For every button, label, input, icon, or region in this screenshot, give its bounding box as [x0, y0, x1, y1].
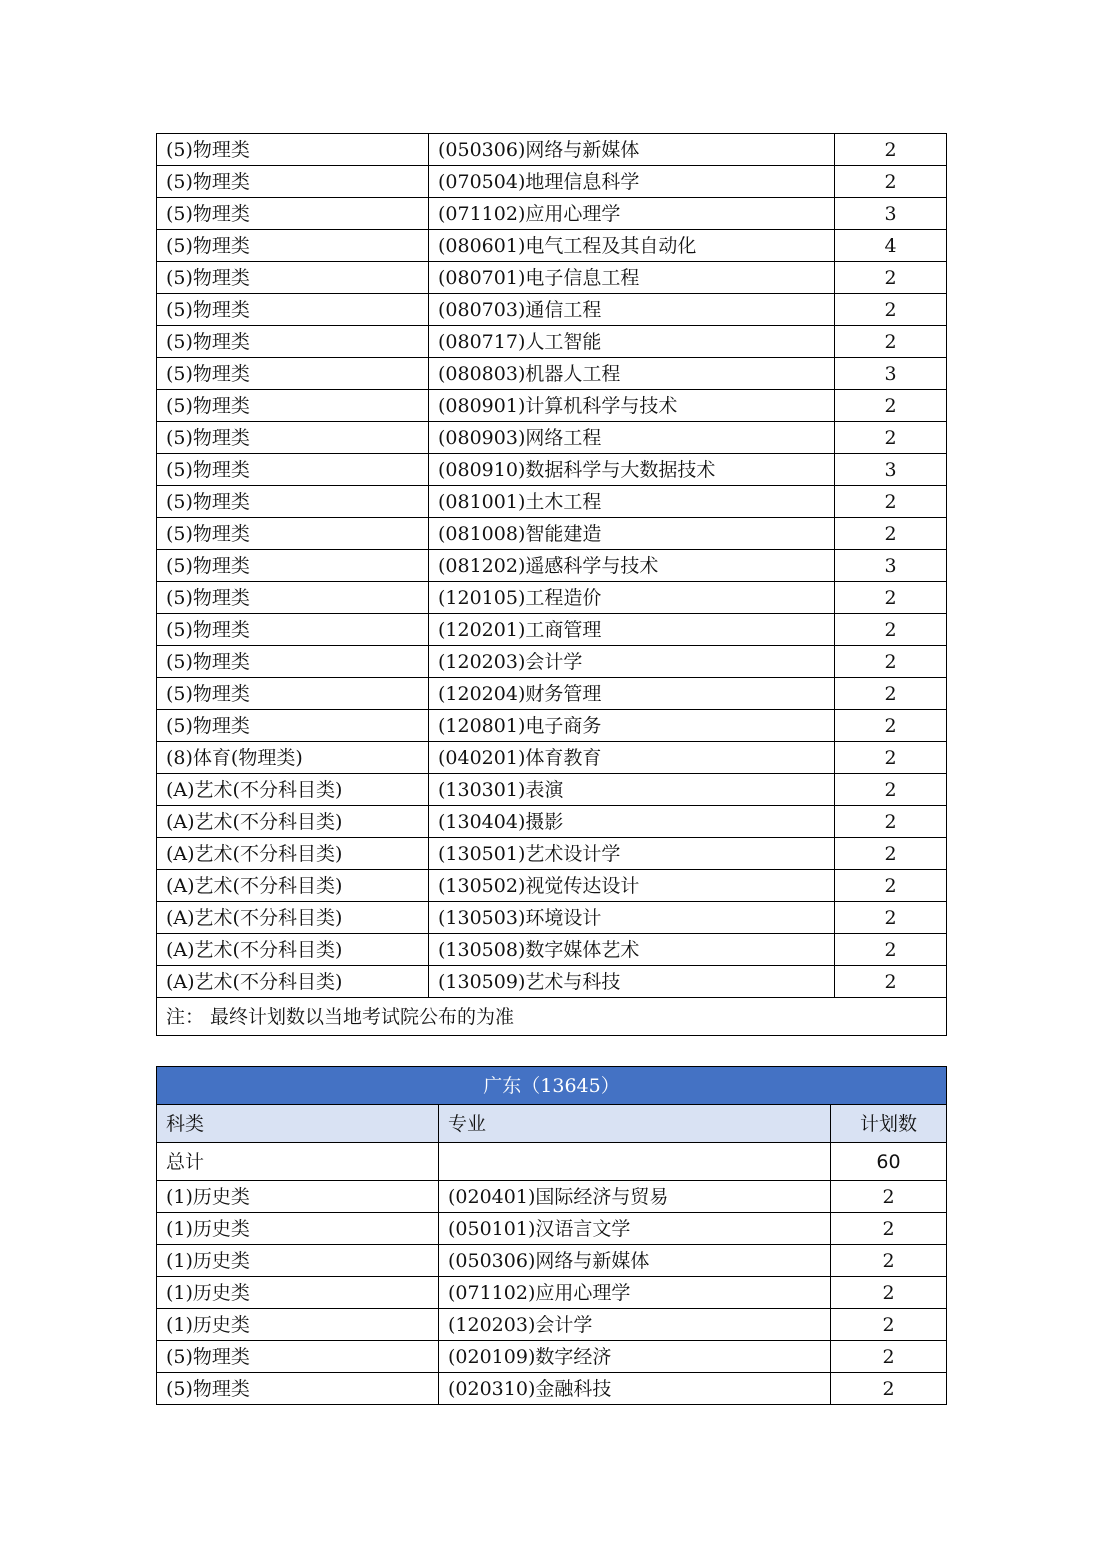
- major-cell: (020310)金融科技: [439, 1373, 831, 1405]
- category-cell: (5)物理类: [157, 326, 429, 358]
- major-cell: (050306)网络与新媒体: [429, 134, 835, 166]
- table-row: [157, 262, 947, 294]
- major-cell: (040201)体育教育: [429, 742, 835, 774]
- count-cell: 2: [835, 742, 947, 774]
- major-cell: (071102)应用心理学: [439, 1277, 831, 1309]
- category-cell: (5)物理类: [157, 454, 429, 486]
- major-cell: (080903)网络工程: [429, 422, 835, 454]
- category-cell: (5)物理类: [157, 358, 429, 390]
- category-cell: (5)物理类: [157, 294, 429, 326]
- count-cell: 2: [835, 294, 947, 326]
- category-cell: (A)艺术(不分科目类): [157, 870, 429, 902]
- major-cell: (080601)电气工程及其自动化: [429, 230, 835, 262]
- table-row: [157, 678, 947, 710]
- table-row: [157, 166, 947, 198]
- count-cell: 2: [835, 582, 947, 614]
- category-cell: (5)物理类: [157, 230, 429, 262]
- plan-table-body: [157, 1143, 947, 1405]
- table-row: [157, 934, 947, 966]
- table-row: [157, 1213, 947, 1245]
- table-row: [157, 486, 947, 518]
- major-cell: (120105)工程造价: [429, 582, 835, 614]
- major-cell: (050306)网络与新媒体: [439, 1245, 831, 1277]
- count-cell: 2: [831, 1373, 947, 1405]
- count-cell: 2: [835, 678, 947, 710]
- table-row: [157, 294, 947, 326]
- category-cell: (5)物理类: [157, 390, 429, 422]
- major-cell: (020401)国际经济与贸易: [439, 1181, 831, 1213]
- major-cell: (130301)表演: [429, 774, 835, 806]
- table-row: [157, 614, 947, 646]
- table-row: [157, 358, 947, 390]
- major-cell: (120801)电子商务: [429, 710, 835, 742]
- table-row: [157, 1277, 947, 1309]
- category-cell: (5)物理类: [157, 262, 429, 294]
- count-cell: 2: [835, 166, 947, 198]
- major-cell: (080717)人工智能: [429, 326, 835, 358]
- major-cell: (081008)智能建造: [429, 518, 835, 550]
- count-cell: 2: [835, 934, 947, 966]
- major-cell: (080910)数据科学与大数据技术: [429, 454, 835, 486]
- guangdong-plan-table: [156, 1066, 947, 1405]
- table-row: [157, 582, 947, 614]
- category-cell: (5)物理类: [157, 614, 429, 646]
- major-cell: (120204)财务管理: [429, 678, 835, 710]
- table-row: [157, 710, 947, 742]
- header-category: 科类: [157, 1105, 439, 1143]
- table-row: [157, 390, 947, 422]
- count-cell: 2: [835, 614, 947, 646]
- table-title: 广东（13645）: [157, 1067, 947, 1105]
- table-row: [157, 742, 947, 774]
- category-cell: (A)艺术(不分科目类): [157, 774, 429, 806]
- category-cell: (5)物理类: [157, 582, 429, 614]
- count-cell: 2: [831, 1245, 947, 1277]
- count-cell: 2: [831, 1309, 947, 1341]
- major-cell: (050101)汉语言文学: [439, 1213, 831, 1245]
- header-row: [157, 1105, 947, 1143]
- count-cell: 2: [835, 262, 947, 294]
- major-cell: (081001)土木工程: [429, 486, 835, 518]
- category-cell: (A)艺术(不分科目类): [157, 902, 429, 934]
- category-cell: (A)艺术(不分科目类): [157, 838, 429, 870]
- major-cell: (130503)环境设计: [429, 902, 835, 934]
- plan-table-body: [157, 134, 947, 998]
- table-row: [157, 902, 947, 934]
- category-cell: (5)物理类: [157, 678, 429, 710]
- table-title-row: [157, 1067, 947, 1105]
- table-row: [157, 198, 947, 230]
- table-row: [157, 1181, 947, 1213]
- total-label: 总计: [157, 1143, 439, 1181]
- major-cell: (081202)遥感科学与技术: [429, 550, 835, 582]
- count-cell: 2: [835, 806, 947, 838]
- table-row: [157, 134, 947, 166]
- count-cell: 2: [835, 774, 947, 806]
- count-cell: 2: [835, 134, 947, 166]
- count-cell: 2: [835, 326, 947, 358]
- count-cell: 2: [835, 902, 947, 934]
- category-cell: (5)物理类: [157, 1373, 439, 1405]
- table-row: [157, 966, 947, 998]
- table-row: [157, 518, 947, 550]
- category-cell: (5)物理类: [157, 422, 429, 454]
- category-cell: (5)物理类: [157, 134, 429, 166]
- count-cell: 2: [835, 518, 947, 550]
- major-cell: (120201)工商管理: [429, 614, 835, 646]
- count-cell: 2: [835, 486, 947, 518]
- count-cell: 4: [835, 230, 947, 262]
- major-cell: (080701)电子信息工程: [429, 262, 835, 294]
- count-cell: 2: [835, 390, 947, 422]
- count-cell: 2: [835, 422, 947, 454]
- count-cell: 2: [835, 646, 947, 678]
- table-row: [157, 774, 947, 806]
- category-cell: (1)历史类: [157, 1245, 439, 1277]
- category-cell: (1)历史类: [157, 1213, 439, 1245]
- category-cell: (8)体育(物理类): [157, 742, 429, 774]
- major-cell: (130501)艺术设计学: [429, 838, 835, 870]
- count-cell: 2: [835, 838, 947, 870]
- total-row: [157, 1143, 947, 1181]
- count-cell: 2: [835, 870, 947, 902]
- table-row: [157, 646, 947, 678]
- table-row: [157, 1245, 947, 1277]
- note-row: [157, 998, 947, 1036]
- major-cell: (120203)会计学: [429, 646, 835, 678]
- major-cell: (080803)机器人工程: [429, 358, 835, 390]
- header-count: 计划数: [831, 1105, 947, 1143]
- category-cell: (1)历史类: [157, 1277, 439, 1309]
- count-cell: 2: [831, 1341, 947, 1373]
- count-cell: 3: [835, 550, 947, 582]
- table-row: [157, 1341, 947, 1373]
- count-cell: 2: [831, 1277, 947, 1309]
- category-cell: (A)艺术(不分科目类): [157, 806, 429, 838]
- category-cell: (5)物理类: [157, 166, 429, 198]
- plan-table-continued: [156, 133, 947, 1036]
- table-row: [157, 1373, 947, 1405]
- table-row: [157, 422, 947, 454]
- count-cell: 3: [835, 358, 947, 390]
- count-cell: 3: [835, 198, 947, 230]
- category-cell: (5)物理类: [157, 518, 429, 550]
- category-cell: (A)艺术(不分科目类): [157, 934, 429, 966]
- major-cell: (070504)地理信息科学: [429, 166, 835, 198]
- total-major: [439, 1143, 831, 1181]
- category-cell: (1)历史类: [157, 1309, 439, 1341]
- category-cell: (5)物理类: [157, 710, 429, 742]
- count-cell: 2: [835, 966, 947, 998]
- major-cell: (130502)视觉传达设计: [429, 870, 835, 902]
- major-cell: (080901)计算机科学与技术: [429, 390, 835, 422]
- category-cell: (1)历史类: [157, 1181, 439, 1213]
- table-row: [157, 454, 947, 486]
- category-cell: (5)物理类: [157, 1341, 439, 1373]
- table-row: [157, 326, 947, 358]
- table-row: [157, 870, 947, 902]
- major-cell: (130508)数字媒体艺术: [429, 934, 835, 966]
- count-cell: 2: [831, 1181, 947, 1213]
- table-row: [157, 550, 947, 582]
- table-row: [157, 1309, 947, 1341]
- category-cell: (5)物理类: [157, 646, 429, 678]
- category-cell: (A)艺术(不分科目类): [157, 966, 429, 998]
- major-cell: (130509)艺术与科技: [429, 966, 835, 998]
- category-cell: (5)物理类: [157, 486, 429, 518]
- header-major: 专业: [439, 1105, 831, 1143]
- table-row: [157, 838, 947, 870]
- major-cell: (080703)通信工程: [429, 294, 835, 326]
- table-row: [157, 230, 947, 262]
- category-cell: (5)物理类: [157, 550, 429, 582]
- category-cell: (5)物理类: [157, 198, 429, 230]
- major-cell: (071102)应用心理学: [429, 198, 835, 230]
- total-count: 60: [831, 1143, 947, 1181]
- major-cell: (020109)数字经济: [439, 1341, 831, 1373]
- table-row: [157, 806, 947, 838]
- count-cell: 2: [831, 1213, 947, 1245]
- count-cell: 2: [835, 710, 947, 742]
- major-cell: (130404)摄影: [429, 806, 835, 838]
- major-cell: (120203)会计学: [439, 1309, 831, 1341]
- count-cell: 3: [835, 454, 947, 486]
- note-text: 注： 最终计划数以当地考试院公布的为准: [157, 998, 947, 1036]
